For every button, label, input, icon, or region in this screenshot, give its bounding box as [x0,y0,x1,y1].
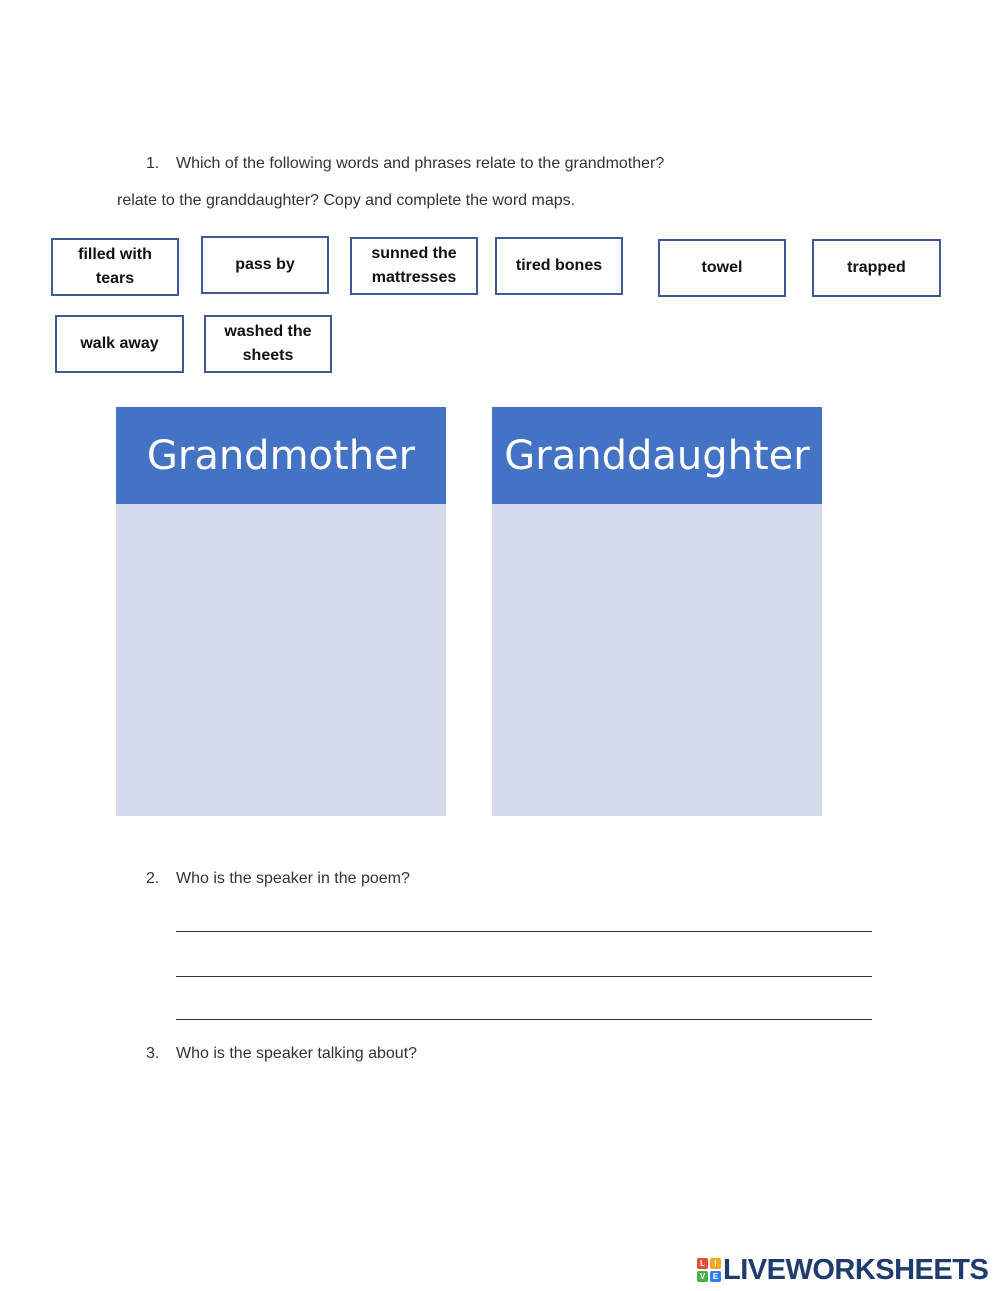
answer-line[interactable] [176,1019,872,1020]
question-2-text: Who is the speaker in the poem? [176,870,410,887]
question-1-text: Which of the following words and phrases relate to the grandmother? [176,155,665,172]
word-map-grandmother-drop-zone[interactable] [116,504,446,816]
answer-line[interactable] [176,976,872,977]
chip-walk-away[interactable]: walk away [55,315,184,373]
logo-letter: L [697,1258,708,1269]
chip-tired-bones[interactable]: tired bones [495,237,623,295]
brand-name: LIVEWORKSHEETS [723,1253,989,1286]
word-map-grandmother-title: Grandmother [116,407,446,504]
question-1 [146,155,664,173]
question-3-number: 3. [146,1045,160,1062]
liveworksheets-logo [697,1254,988,1286]
question-3-text: Who is the speaker talking about? [176,1045,418,1062]
logo-letter: E [710,1271,721,1282]
chip-washed-the-sheets[interactable]: washed the sheets [204,315,332,373]
question-2 [146,870,410,888]
answer-line[interactable] [176,931,872,932]
logo-grid-icon [697,1258,721,1282]
logo-letter: V [697,1271,708,1282]
word-map-grandmother [116,407,446,816]
chip-towel[interactable]: towel [658,239,786,297]
logo-letter: I [710,1258,721,1269]
chip-trapped[interactable]: trapped [812,239,941,297]
word-map-granddaughter-drop-zone[interactable] [492,504,822,816]
question-3 [146,1045,417,1063]
question-1-continuation: relate to the granddaughter? Copy and complete the word maps. [117,192,576,209]
question-2-number: 2. [146,870,160,887]
chip-filled-with-tears[interactable]: filled with tears [51,238,179,296]
chip-pass-by[interactable]: pass by [201,236,329,294]
word-map-granddaughter-title: Granddaughter [492,407,822,504]
question-1-number: 1. [146,155,160,172]
word-map-granddaughter [492,407,822,816]
chip-sunned-the-mattresses[interactable]: sunned the mattresses [350,237,478,295]
